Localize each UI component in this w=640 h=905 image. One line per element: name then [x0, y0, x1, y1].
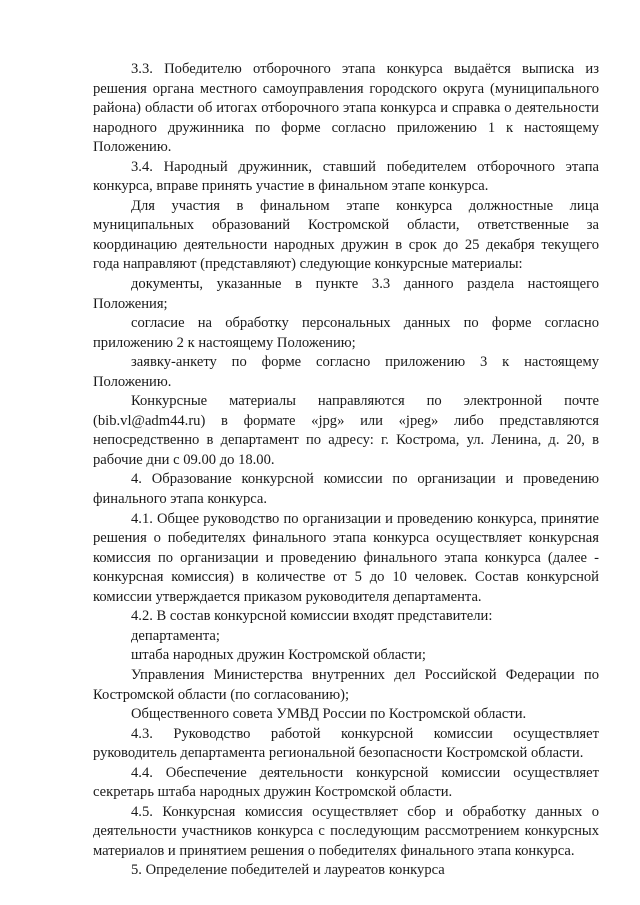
section-5-heading: 5. Определение победителей и лауреатов конкурса	[131, 862, 445, 879]
list-item-consent: согласие на обработку персональных данных по форме согласно приложению 2 к настоящему Положению;	[93, 315, 599, 351]
paragraph-submission-method: Конкурсные материалы направляются по электронной почте (bib.vl@adm44.ru) в формате «jpg» или «jpeg» либо представляются непосредственно в департамент по адресу: г. Кострома, ул. Ленина, д. 20, в рабочие дни с 09.00 до 18.00.	[93, 393, 599, 468]
paragraph-final-stage-participation: Для участия в финальном этапе конкурса должностные лица муниципальных образований Костромской области, ответственные за координацию деятельности народных дружин в срок до 25 декабря текущего года направляют (представляют) следующие конкурсные материалы:	[93, 197, 599, 273]
section-4-heading: 4. Образование конкурсной комиссии по организации и проведению финального этапа конкурса.	[93, 471, 599, 508]
list-item-headquarters: штаба народных дружин Костромской области;	[131, 647, 426, 664]
paragraph-4-2: 4.2. В состав конкурсной комиссии входят представители:	[131, 608, 493, 625]
paragraph-4-3: 4.3. Руководство работой конкурсной комиссии осуществляет руководитель департамента региональной безопасности Костромской области.	[93, 725, 599, 762]
paragraph-4-5: 4.5. Конкурсная комиссия осуществляет сбор и обработку данных о деятельности участников конкурса с последующим рассмотрением конкурсных материалов и принятием решения о победителях финального этапа конкурса.	[93, 803, 599, 859]
list-item-department: департамента;	[131, 627, 220, 644]
list-item-public-council: Общественного совета УМВД России по Костромской области.	[131, 706, 527, 723]
paragraph-4-1: 4.1. Общее руководство по организации и проведению конкурса, принятие решения о победителях финального этапа конкурса осуществляет конкурсная комиссия по организации и проведению финального этапа конкурса (далее - конкурсная комиссия) в количестве от 5 до 10 человек. Состав конкурсной комиссии утверждается приказом руководителя департамента.	[93, 510, 599, 605]
paragraph-3-4: 3.4. Народный дружинник, ставший победителем отборочного этапа конкурса, вправе принять участие в финальном этапе конкурса.	[93, 158, 599, 195]
list-item-application-form: заявку-анкету по форме согласно приложению 3 к настоящему Положению.	[93, 354, 599, 390]
list-item-ministry-department: Управления Министерства внутренних дел Российской Федерации по Костромской области (по согласованию);	[93, 666, 599, 703]
document-page	[93, 60, 599, 881]
paragraph-4-4: 4.4. Обеспечение деятельности конкурсной комиссии осуществляет секретарь штаба народных дружин Костромской области.	[93, 764, 599, 801]
paragraph-3-3: 3.3. Победителю отборочного этапа конкурса выдаётся выписка из решения органа местного самоуправления городского округа (муниципального района) области об итогах отборочного этапа конкурса и справка о деятельности народного дружинника по форме согласно приложению 1 к настоящему Положению.	[93, 61, 599, 156]
list-item-documents: документы, указанные в пункте 3.3 данного раздела настоящего Положения;	[93, 276, 599, 312]
